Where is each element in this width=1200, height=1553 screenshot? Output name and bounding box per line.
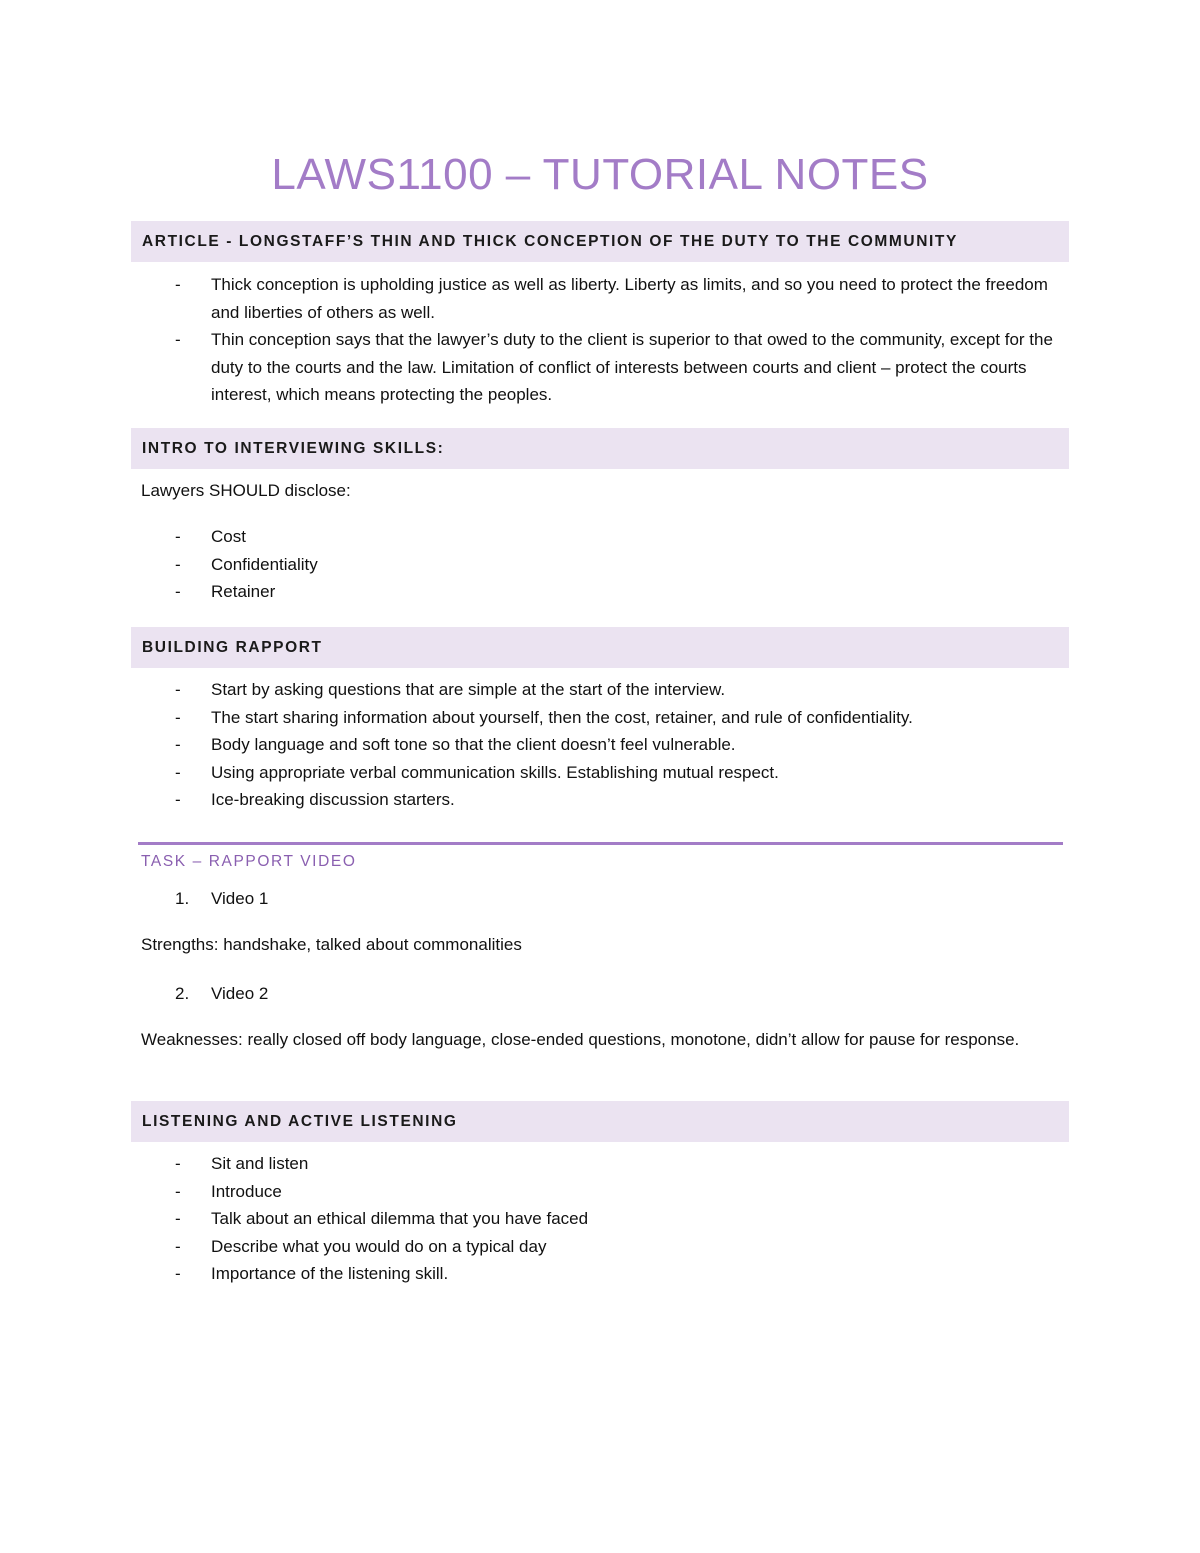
section-heading-rapport: BUILDING RAPPORT [131,627,1069,668]
bullet-dash: - [175,1154,181,1173]
bullet-dash: - [175,762,181,782]
list-item: - Cost [0,523,1061,551]
item-label: Video 1 [211,889,269,908]
list-item: - Describe what you would do on a typical day [0,1233,1061,1261]
list-item: - Introduce [0,1178,1061,1206]
strengths-text: Strengths: handshake, talked about commonalities [141,935,522,954]
listening-list [0,1150,1061,1288]
list-item: - Thin conception says that the lawyer’s duty to the client is superior to that owed to the community, except for the duty to the courts and the law. Limitation of conflict of interests between courts and client – protect the courts interest, which means protecting the peoples. [0,326,1061,409]
item-number: 2. [175,984,190,1003]
bullet-dash: - [175,735,181,754]
bullet-dash: - [175,1264,181,1283]
bullet-dash: - [175,680,181,699]
list-item: - Retainer [0,578,1061,606]
list-item: - Using appropriate verbal communication skills. Establishing mutual respect. [0,759,1061,787]
list-item: - Sit and listen [0,1150,1061,1178]
bullet-dash: - [175,275,181,294]
section-heading-task: TASK – RAPPORT VIDEO [141,853,357,870]
section-heading-listening: LISTENING AND ACTIVE LISTENING [131,1101,1069,1142]
section-divider [138,842,1063,845]
page-title: LAWS1100 – TUTORIAL NOTES [271,150,929,199]
bullet-dash: - [175,1236,181,1256]
bullet-dash: - [175,790,181,809]
interviewing-intro: Lawyers SHOULD disclose: [141,481,351,500]
list-item: - Thick conception is upholding justice as well as liberty. Liberty as limits, and so you need to protect the freedom and liberties of others as well. [0,271,1061,326]
bullet-dash: - [175,554,181,574]
list-item: - Start by asking questions that are simple at the start of the interview. [0,676,1061,704]
list-item: - Ice-breaking discussion starters. [0,786,1061,814]
rapport-list [0,676,1061,814]
bullet-dash: - [175,1209,181,1228]
list-item: - Confidentiality [0,551,1061,579]
article-list [0,271,1061,409]
item-number: 1. [175,889,190,908]
bullet-dash: - [175,707,181,727]
bullet-dash: - [175,330,181,349]
item-label: Video 2 [211,984,269,1003]
bullet-dash: - [175,582,181,601]
list-item: - Talk about an ethical dilemma that you have faced [0,1205,1061,1233]
section-heading-interviewing: INTRO TO INTERVIEWING SKILLS: [131,428,1069,469]
list-item: - Body language and soft tone so that the client doesn’t feel vulnerable. [0,731,1061,759]
bullet-dash: - [175,1181,181,1201]
interviewing-list [0,523,1061,606]
weaknesses-text: Weaknesses: really closed off body language, close-ended questions, monotone, didn’t allow for pause for response. [141,1030,1020,1049]
bullet-dash: - [175,527,181,546]
section-heading-article: ARTICLE - LONGSTAFF’S THIN AND THICK CONCEPTION OF THE DUTY TO THE COMMUNITY [131,221,1069,262]
list-item: - Importance of the listening skill. [0,1260,1061,1288]
list-item: - The start sharing information about yourself, then the cost, retainer, and rule of confidentiality. [0,704,1061,732]
